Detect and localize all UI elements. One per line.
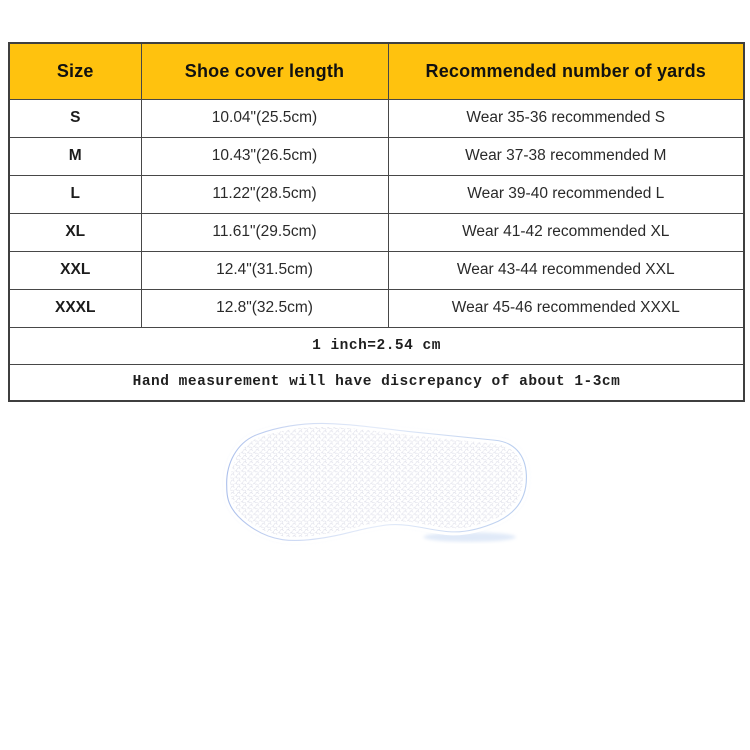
table-row: [9, 137, 744, 175]
cell-length: 10.43"(26.5cm): [141, 137, 388, 175]
size-chart-table: [8, 42, 745, 402]
table-row: [9, 99, 744, 137]
cell-size: S: [9, 99, 141, 137]
table-header-row: [9, 43, 744, 99]
note-row-inch-conversion: [9, 327, 744, 364]
cell-length: 12.4"(31.5cm): [141, 251, 388, 289]
cell-yards: Wear 37-38 recommended M: [388, 137, 744, 175]
shoe-sole-image: [0, 420, 750, 750]
product-photo-area: [0, 420, 750, 750]
table-row: [9, 213, 744, 251]
cell-length: 12.8"(32.5cm): [141, 289, 388, 327]
cell-size: L: [9, 175, 141, 213]
cell-size: XXL: [9, 251, 141, 289]
table-row: [9, 175, 744, 213]
cell-size: M: [9, 137, 141, 175]
cell-yards: Wear 41-42 recommended XL: [388, 213, 744, 251]
cell-yards: Wear 35-36 recommended S: [388, 99, 744, 137]
table-row: [9, 289, 744, 327]
cell-length: 10.04"(25.5cm): [141, 99, 388, 137]
note-measurement-disclaimer: Hand measurement will have discrepancy of about 1-3cm: [9, 364, 744, 401]
header-recommended-yards: Recommended number of yards: [388, 43, 744, 99]
cell-size: XXXL: [9, 289, 141, 327]
note-row-measurement-disclaimer: [9, 364, 744, 401]
header-size: Size: [9, 43, 141, 99]
cell-size: XL: [9, 213, 141, 251]
cell-yards: Wear 39-40 recommended L: [388, 175, 744, 213]
cell-length: 11.61"(29.5cm): [141, 213, 388, 251]
cell-yards: Wear 43-44 recommended XXL: [388, 251, 744, 289]
table-row: [9, 251, 744, 289]
cell-yards: Wear 45-46 recommended XXXL: [388, 289, 744, 327]
note-inch-conversion: 1 inch=2.54 cm: [9, 327, 744, 364]
header-shoe-cover-length: Shoe cover length: [141, 43, 388, 99]
cell-length: 11.22"(28.5cm): [141, 175, 388, 213]
